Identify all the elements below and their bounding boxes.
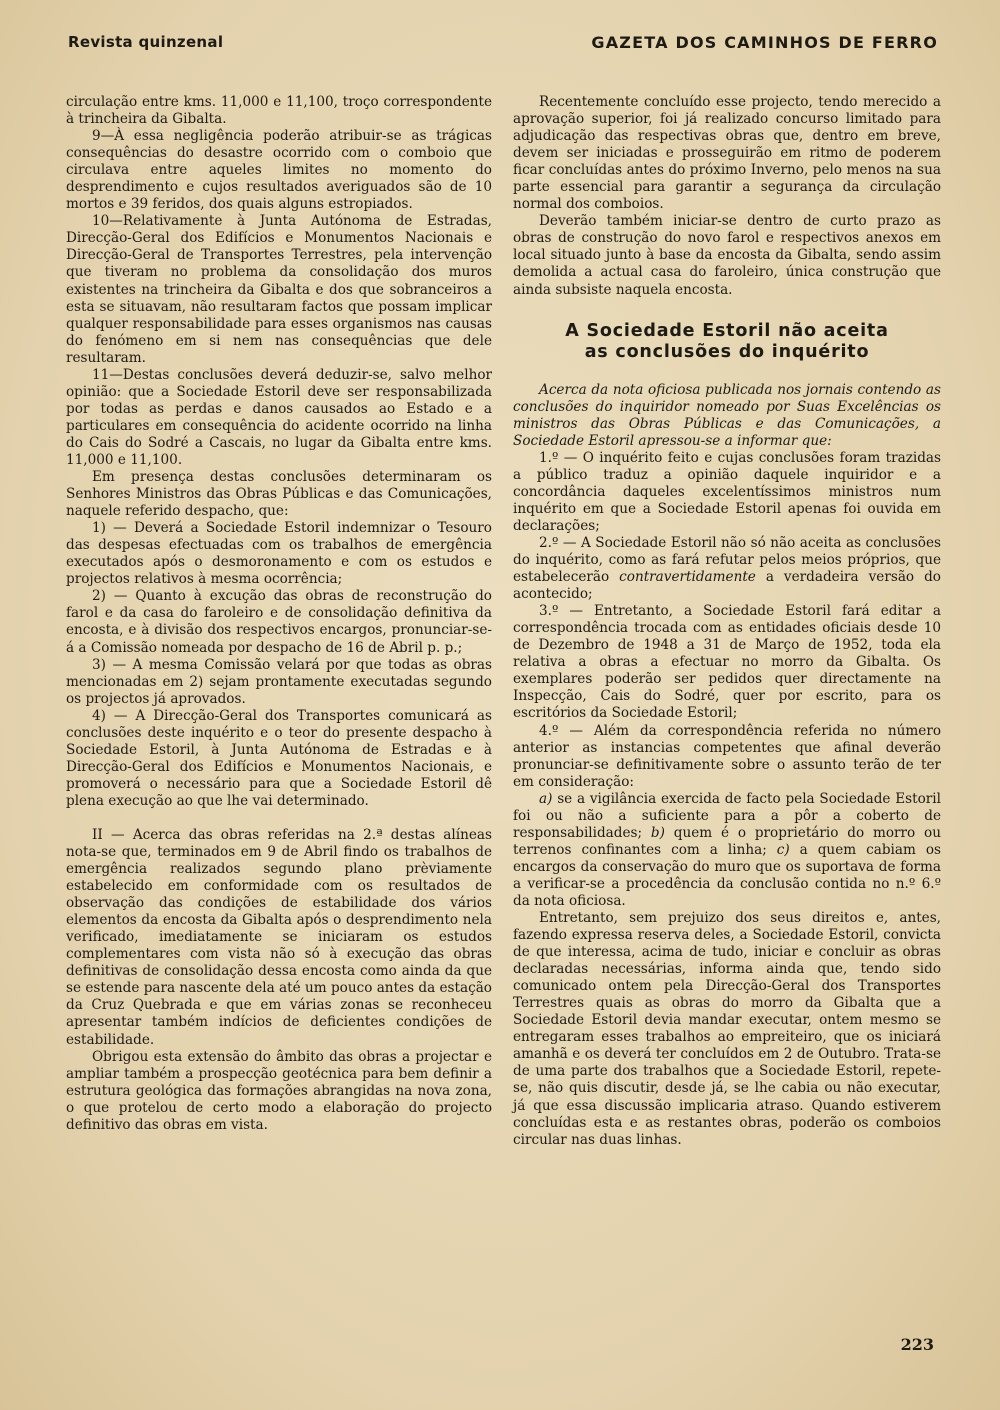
paragraph: 4.º — Além da correspondência referida no número anterior as instancias competentes que afinal deverão pronunciar-se definitivamente sobre o assunto terão de ter em consideração: [513, 722, 941, 790]
paragraph: 3.º — Entretanto, a Sociedade Estoril fará editar a correspondência trocada com as entidades oficiais desde 10 de Dezembro de 1948 a 31 de Março de 1952, toda ela relativa a obras a efectuar no morro da Gibalta. Os exemplares poderão ser pedidos quer directamente na Inspecção, Cais do Sodré, quer por escrito, para os escritórios da Sociedade Estoril; [513, 603, 941, 722]
paragraph-text: se a vigilância exercida de facto pela Sociedade Estoril foi ou não a suficiente para a pôr a coberto de responsabilidades; [513, 790, 941, 841]
page-number: 223 [900, 1335, 934, 1354]
paragraph: 1.º — O inquérito feito e cujas conclusões foram trazidas a público traduz a opinião daquele inquiridor e a concordância daqueles excelentíssimos ministros num inquérito em que a Sociedade Estoril apenas foi ouvida em declarações; [513, 449, 941, 534]
item-label: b) [650, 824, 665, 841]
paragraph-text: quem é o proprietário do morro ou terrenos confinantes com a linha; [513, 824, 941, 858]
paragraph-text: a verdadeira versão do acontecido; [513, 569, 941, 603]
section-heading [513, 321, 941, 363]
paragraph: 3) — A mesma Comissão velará por que todas as obras mencionadas em 2) sejam prontamente executadas segundo os projectos já aprovados. [66, 656, 492, 707]
paragraph: 1) — Deverá a Sociedade Estoril indemnizar o Tesouro das despesas efectuadas com os trabalhos de emergência executados após o desmoronamento e com os estudos e projectos relativos à mesma ocorrência; [66, 520, 492, 588]
heading-line-2: as conclusões do inquérito [584, 341, 870, 362]
paragraph: Entretanto, sem prejuizo dos seus direitos e, antes, fazendo expressa reserva deles, a Sociedade Estoril, convicta de que interessa, acima de tudo, iniciar e concluir as obras declaradas necessárias, informa ainda que, tendo sido comunicado ontem pela Direcção-Geral dos Transportes Terrestres quais as obras do morro da Gibalta que a Sociedade Estoril devia mandar executar, ontem mesmo se entregaram esses trabalhos ao empreiteiro, que os iniciará amanhã e os deverá ter concluídos em 2 de Outubro. Trata-se de uma parte dos trabalhos que a Sociedade Estoril, repete-se, não quis discutir, desde já, se lhe cabia ou não executar, já que essa discussão implicaria atraso. Quando estiverem concluídas esta e as restantes obras, poderão os comboios circular nas duas linhas. [513, 910, 941, 1148]
right-column [513, 94, 941, 1149]
header-left: Revista quinzenal [68, 33, 224, 51]
paragraph-text: 2.º — A Sociedade Estoril não só não aceita as conclusões do inquérito, como as fará refutar pelos meios próprios, que estabelecerão [513, 534, 941, 586]
paragraph: 10—Relativamente à Junta Autónoma de Estradas, Direcção-Geral dos Edifícios e Monumentos Nacionais e Direcção-Geral de Transportes Terrestres, pela intervenção que tiveram no problema da consolidação dos muros existentes na trincheira da Gibalta e dos que sobranceiros a esta se situavam, não resultaram factos que possam implicar qualquer responsabilidade para esses organismos nas causas do fenómeno em si nem nas consequências que dele resultaram. [66, 213, 492, 366]
item-label: c) [776, 841, 790, 858]
item-label: a) [539, 790, 553, 807]
publication-title: GAZETA DOS CAMINHOS DE FERRO [591, 32, 938, 52]
italic-lede: Acerca da nota oficiosa publicada nos jornais contendo as conclusões do inquiridor nomeado por Suas Excelências os ministros das Obras Públicas e das Comunicações, a Sociedade Estoril apressou-se a informar que: [513, 381, 941, 449]
paragraph: 2) — Quanto à excução das obras de reconstrução do farol e da casa do faroleiro e de consolidação definitiva da encosta, e à divisão dos respectivos encargos, pronunciar-se-á a Comissão nomeada por despacho de 16 de Abril p. p.; [66, 588, 492, 656]
paragraph: circulação entre kms. 11,000 e 11,100, troço correspondente à trincheira da Gibalta. [66, 94, 492, 128]
paragraph: Em presença destas conclusões determinaram os Senhores Ministros das Obras Públicas e das Comunicações, naquele referido despacho, que: [66, 469, 492, 520]
paragraph: Recentemente concluído esse projecto, tendo merecido a aprovação superior, foi já realizado concurso limitado para adjudicação das respectivas obras que, dentro em breve, devem ser iniciadas e prosseguirão em ritmo de poderem ficar concluídas antes do próximo Inverno, pelo menos na sua parte essencial para garantir a segurança da circulação normal dos comboios. [513, 94, 941, 213]
paragraph [513, 791, 941, 910]
paragraph: 4) — A Direcção-Geral dos Transportes comunicará as conclusões deste inquérito e o teor do presente despacho à Sociedade Estoril, à Junta Autónoma de Estradas e à Direcção-Geral dos Edifícios e Monumentos Nacionais, e promoverá o necessário para que a Sociedade Estoril dê plena execução ao que lhe vai determinado. [66, 707, 492, 809]
running-header [68, 30, 938, 54]
paragraph [513, 535, 941, 603]
paragraph-text: a quem cabiam os encargos da conservação do muro que os suportava de forma a verificar-se a procedência da conclusão contida no n.º 6.º da nota oficiosa. [513, 841, 941, 909]
heading-line-1: A Sociedade Estoril não aceita [565, 320, 889, 341]
paragraph: Obrigou esta extensão do âmbito das obras a projectar e ampliar também a prospecção geotécnica para bem definir a estrutura geológica das formações abrangidas na nova zona, o que protelou de certo modo a elaboração do projecto definitivo das obras em vista. [66, 1048, 492, 1133]
paragraph: II — Acerca das obras referidas na 2.ª destas alíneas nota-se que, terminados em 9 de Abril findo os trabalhos de emergência realizados segundo plano prèviamente estabelecido em conformidade com os resultados de observação das condições de estabilidade dos vários elementos da encosta da Gibalta após o desprendimento nela verificado, imediatamente se iniciaram os estudos complementares com vista não só à execução das obras definitivas de consolidação dessa encosta como ainda da que se estende para nascente dela até um pouco antes da estação da Cruz Quebrada e que em várias zonas se reconheceu apresentar também indícios de deficientes condições de estabilidade. [66, 826, 492, 1048]
paragraph: 9—À essa negligência poderão atribuir-se as trágicas consequências do desastre ocorrido com o comboio que circulava entre aqueles limites no momento do desprendimento e cujos resultados averiguados são de 10 mortos e 39 feridos, dos quais alguns estropiados. [66, 128, 492, 213]
emphasis-text: contravertidamente [619, 569, 756, 586]
left-column [66, 94, 492, 1134]
paragraph: 11—Destas conclusões deverá deduzir-se, salvo melhor opinião: que a Sociedade Estoril deve ser responsabilizada por todas as perdas e danos causados ao Estado e a particulares em consequência do acidente ocorrido na linha do Cais do Sodré a Cascais, no lugar da Gibalta entre kms. 11,000 e 11,100. [66, 366, 492, 468]
paragraph: Deverão também iniciar-se dentro de curto prazo as obras de construção do novo farol e respectivos anexos em local situado junto à base da encosta da Gibalta, sendo assim demolida a actual casa do faroleiro, única construção que ainda subsiste naquela encosta. [513, 213, 941, 298]
